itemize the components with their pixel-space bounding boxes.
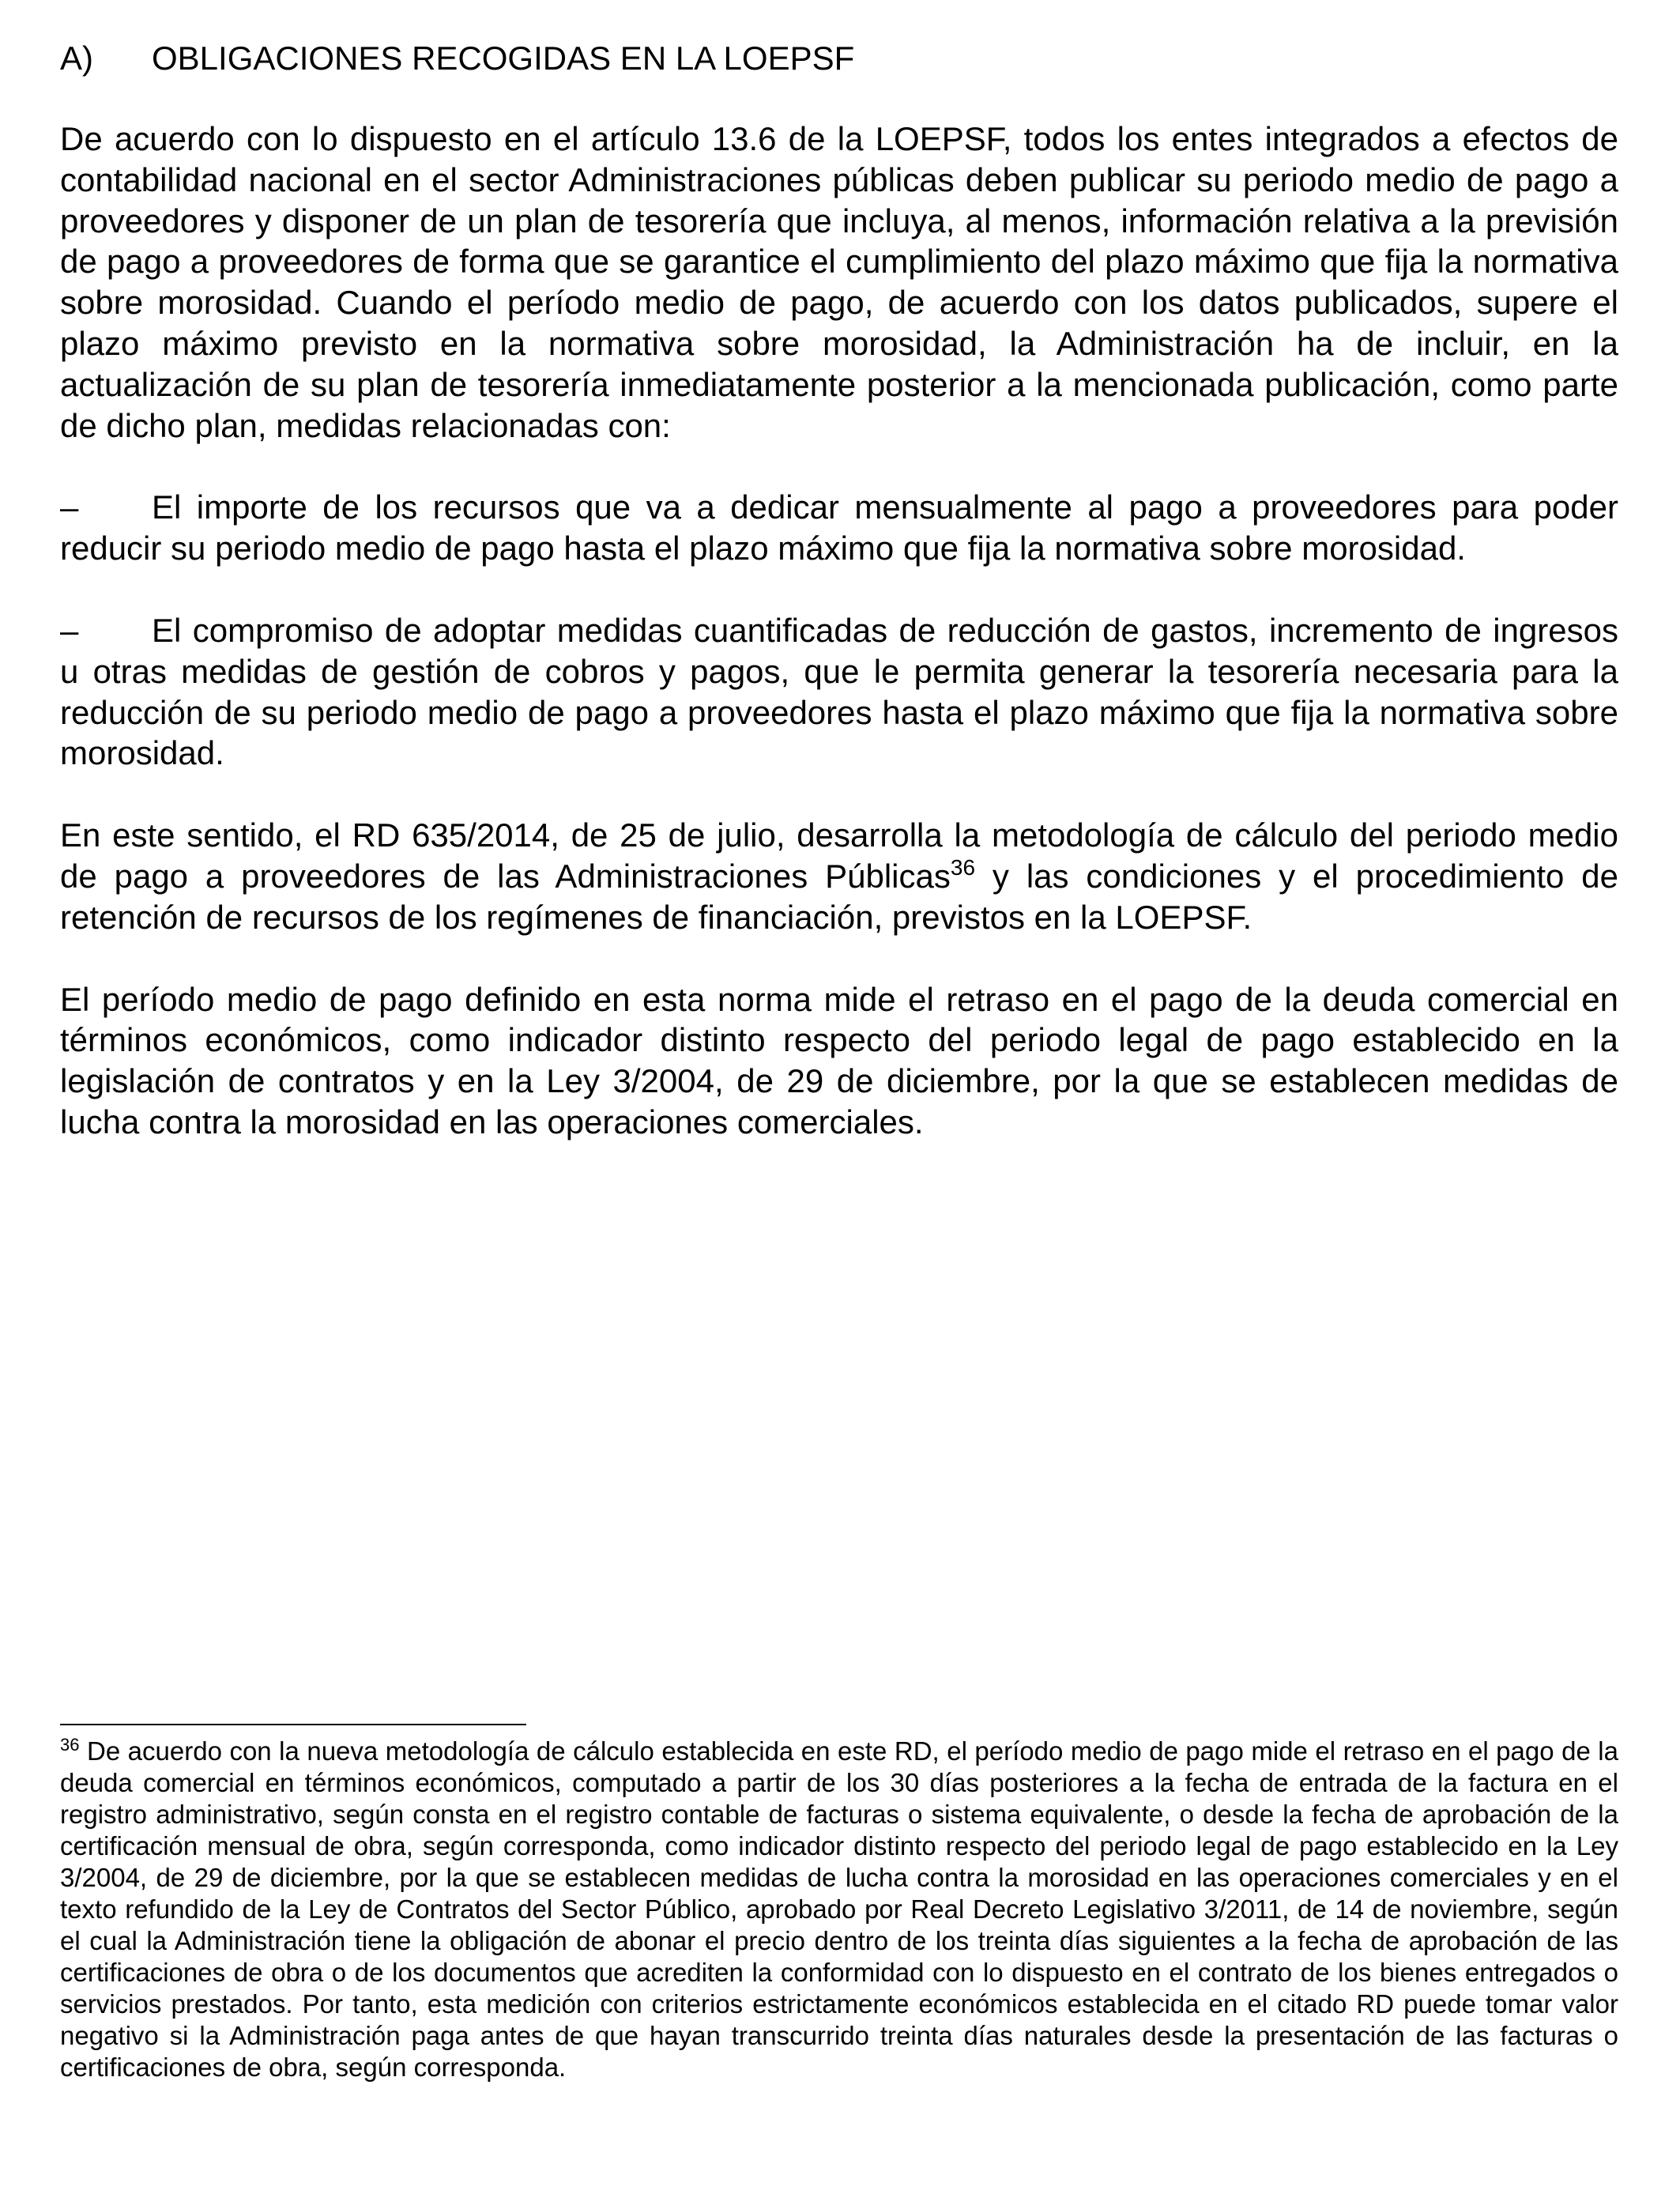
paragraph-rd-text-end: y las condiciones y el procedimiento de retención de recursos de los regímenes de financiación, previstos en la LOEPSF. <box>60 857 1618 936</box>
bullet-text: El importe de los recursos que va a dedicar mensualmente al pago a proveedores para poder reducir su periodo medio de pago hasta el plazo máximo que fija la normativa sobre morosidad. <box>60 488 1618 567</box>
section-heading <box>60 38 854 79</box>
footnote-reference[interactable]: 36 <box>950 854 976 880</box>
footnote <box>60 1736 1618 2083</box>
list-item <box>60 610 1618 774</box>
bullet-text: El compromiso de adoptar medidas cuantificadas de reducción de gastos, incremento de ingresos u otras medidas de gestión de cobros y pagos, que le permita generar la tesorería necesaria para la reducción de su periodo medio de pago a proveedores hasta el plazo máximo que fija la normativa sobre morosidad. <box>60 611 1618 772</box>
paragraph-rd <box>60 815 1618 937</box>
footnote-number: 36 <box>60 1735 80 1755</box>
body-text <box>60 119 1618 1184</box>
footnote-text: De acuerdo con la nueva metodología de cálculo establecida en este RD, el período medio de pago mide el retraso en el pago de la deuda comercial en términos económicos, computado a partir de los 30 días posteriores a la fecha de entrada de la factura en el registro administrativo, según consta en el registro contable de facturas o sistema equivalente, o desde la fecha de aprobación de la certificación mensual de obra, según corresponda, como indicador distinto respecto del periodo legal de pago establecido en la Ley 3/2004, de 29 de diciembre, por la que se establecen medidas de lucha contra la morosidad en las operaciones comerciales y en el texto refundido de la Ley de Contratos del Sector Público, aprobado por Real Decreto Legislativo 3/2011, de 14 de noviembre, según el cual la Administración tiene la obligación de abonar el precio dentro de los treinta días siguientes a la fecha de aprobación de las certificaciones de obra o de los documentos que acrediten la conformidad con lo dispuesto en el contrato de los bienes entregados o servicios prestados. Por tanto, esta medición con criterios estrictamente económicos establecida en el citado RD puede tomar valor negativo si la Administración paga antes de que hayan transcurrido treinta días naturales desde la presentación de las facturas o certificaciones de obra, según corresponda. <box>60 1736 1618 2082</box>
bullet-dash: – <box>60 488 79 526</box>
bullet-dash: – <box>60 611 79 649</box>
document-page <box>60 0 1618 2194</box>
footnote-divider <box>60 1724 526 1725</box>
section-title: OBLIGACIONES RECOGIDAS EN LA LOEPSF <box>152 40 855 77</box>
paragraph-period: El período medio de pago definido en esta norma mide el retraso en el pago de la deuda comercial en términos económicos, como indicador distinto respecto del periodo legal de pago establecido en la legislación de contratos y en la Ley 3/2004, de 29 de diciembre, por la que se establecen medidas de lucha contra la morosidad en las operaciones comerciales. <box>60 980 1618 1140</box>
section-letter: A) <box>60 40 93 77</box>
paragraph-rd-text: En este sentido, el RD 635/2014, de 25 de julio, desarrolla la metodología de cálculo del periodo medio de pago a proveedores de las Administraciones Públicas <box>60 816 1618 895</box>
paragraph-intro: De acuerdo con lo dispuesto en el artículo 13.6 de la LOEPSF, todos los entes integrados a efectos de contabilidad nacional en el sector Administraciones públicas deben publicar su periodo medio de pago a proveedores y disponer de un plan de tesorería que incluya, al menos, información relativa a la previsión de pago a proveedores de forma que se garantice el cumplimiento del plazo máximo que fija la normativa sobre morosidad. Cuando el período medio de pago, de acuerdo con los datos publicados, supere el plazo máximo previsto en la normativa sobre morosidad, la Administración ha de incluir, en la actualización de su plan de tesorería inmediatamente posterior a la mencionada publicación, como parte de dicho plan, medidas relacionadas con: <box>60 120 1618 444</box>
list-item <box>60 487 1618 569</box>
